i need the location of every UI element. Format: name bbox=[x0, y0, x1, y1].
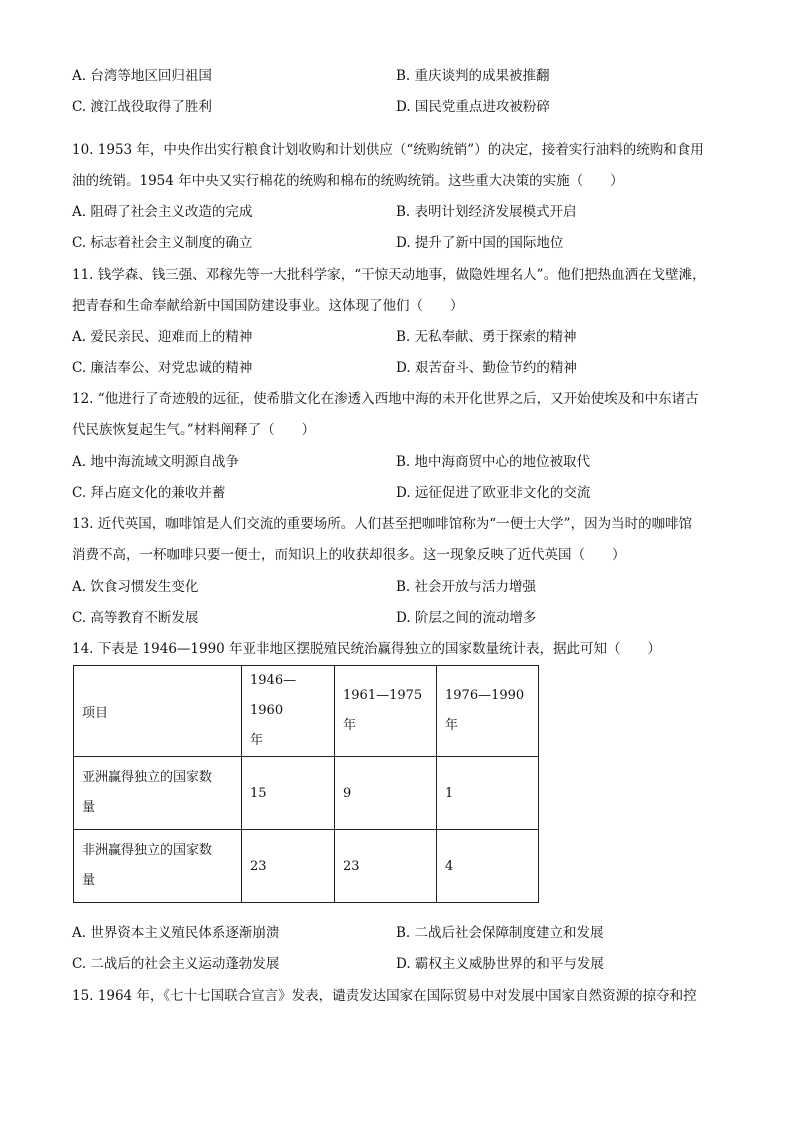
q10-option-c: C. 标志着社会主义制度的确立 bbox=[72, 235, 253, 251]
q9-option-c: C. 渡江战役取得了胜利 bbox=[72, 99, 212, 115]
period-3-years: 1976—1990 bbox=[445, 688, 525, 703]
q10-stem-line2: 油的统销。1954 年中央又实行棉花的统购和棉布的统购统销。这些重大决策的实施（ ） bbox=[72, 173, 624, 189]
africa-label-line1: 非洲赢得独立的国家数 bbox=[82, 843, 213, 858]
q11-stem-line1: 11. 钱学森、钱三强、邓稼先等一大批科学家，“干惊天动地事，做隐姓埋名人”。他们把热血洒在戈壁滩， bbox=[72, 267, 706, 283]
asia-label-cell bbox=[74, 757, 242, 830]
q13-option-b: B. 社会开放与活力增强 bbox=[396, 579, 537, 595]
q12-option-a: A. 地中海流域文明源自战争 bbox=[72, 454, 239, 470]
asia-label-line1: 亚洲赢得独立的国家数 bbox=[82, 770, 213, 785]
q13-option-a: A. 饮食习惯发生变化 bbox=[72, 579, 199, 595]
table-row-africa bbox=[74, 830, 539, 903]
q11-option-d: D. 艰苦奋斗、勤俭节约的精神 bbox=[396, 360, 577, 376]
q11-option-a: A. 爱民亲民、迎难而上的精神 bbox=[72, 329, 253, 345]
asia-value-1961-1975: 9 bbox=[335, 757, 437, 830]
q14-option-a: A. 世界资本主义殖民体系逐渐崩溃 bbox=[72, 925, 280, 941]
q13-stem-line2: 消费不高，一杯咖啡只要一便士，而知识上的收获却很多。这一现象反映了近代英国（ ） bbox=[72, 547, 626, 563]
q9-option-b: B. 重庆谈判的成果被推翻 bbox=[396, 68, 550, 84]
q11-option-c: C. 廉洁奉公、对党忠诚的精神 bbox=[72, 360, 253, 376]
table-header-row bbox=[74, 666, 539, 757]
q13-stem-line1: 13. 近代英国，咖啡馆是人们交流的重要场所。人们甚至把咖啡馆称为“一便士大学”，因为当时的咖啡馆 bbox=[72, 516, 693, 532]
q10-option-a: A. 阻碍了社会主义改造的完成 bbox=[72, 204, 253, 220]
q13-option-d: D. 阶层之间的流动增多 bbox=[396, 610, 537, 626]
q12-stem-line1: 12. “他进行了奇迹般的远征，使希腊文化在渗透入西地中海的未开化世界之后，又开始使埃及和中东诸古 bbox=[72, 391, 699, 407]
header-item-label: 项目 bbox=[82, 705, 109, 721]
table-row-asia bbox=[74, 757, 539, 830]
period-1-years: 1946—1960 bbox=[250, 673, 297, 718]
q12-stem-line2: 代民族恢复起生气。”材料阐释了（ ） bbox=[72, 422, 316, 438]
africa-label-cell bbox=[74, 830, 242, 903]
period-1-unit: 年 bbox=[250, 733, 264, 748]
q14-option-d: D. 霸权主义威胁世界的和平与发展 bbox=[396, 956, 604, 972]
asia-value-1976-1990: 1 bbox=[437, 757, 539, 830]
africa-value-1961-1975: 23 bbox=[335, 830, 437, 903]
q12-option-b: B. 地中海商贸中心的地位被取代 bbox=[396, 454, 591, 470]
period-2-years: 1961—1975 bbox=[343, 688, 423, 703]
q14-option-c: C. 二战后的社会主义运动蓬勃发展 bbox=[72, 956, 280, 972]
q13-option-c: C. 高等教育不断发展 bbox=[72, 610, 199, 626]
period-2-unit: 年 bbox=[343, 718, 357, 733]
q14-option-b: B. 二战后社会保障制度建立和发展 bbox=[396, 925, 604, 941]
header-item-cell bbox=[74, 666, 242, 757]
q15-stem-line1: 15. 1964 年，《七十七国联合宣言》发表，谴责发达国家在国际贸易中对发展中国家自然资源的掠夺和控 bbox=[72, 988, 697, 1004]
q9-option-a: A. 台湾等地区回归祖国 bbox=[72, 68, 212, 84]
q10-option-d: D. 提升了新中国的国际地位 bbox=[396, 235, 564, 251]
q10-option-b: B. 表明计划经济发展模式开启 bbox=[396, 204, 577, 220]
q10-stem-line1: 10. 1953 年，中央作出实行粮食计划收购和计划供应（“统购统销”）的决定，接着实行油料的统购和食用 bbox=[72, 142, 704, 158]
asia-value-1946-1960: 15 bbox=[242, 757, 335, 830]
header-period-3 bbox=[437, 666, 539, 757]
q12-option-c: C. 拜占庭文化的兼收并蓄 bbox=[72, 485, 226, 501]
q11-option-b: B. 无私奉献、勇于探索的精神 bbox=[396, 329, 577, 345]
header-period-2 bbox=[335, 666, 437, 757]
asia-label-line2: 量 bbox=[82, 800, 96, 815]
africa-value-1976-1990: 4 bbox=[437, 830, 539, 903]
independence-stats-table bbox=[73, 665, 539, 903]
period-3-unit: 年 bbox=[445, 718, 459, 733]
q14-stem: 14. 下表是 1946—1990 年亚非地区摆脱殖民统治赢得独立的国家数量统计表，据此可知（ ） bbox=[72, 641, 662, 657]
q9-option-d: D. 国民党重点进攻被粉碎 bbox=[396, 99, 550, 115]
q12-option-d: D. 远征促进了欧亚非文化的交流 bbox=[396, 485, 591, 501]
africa-label-line2: 量 bbox=[82, 873, 96, 888]
africa-value-1946-1960: 23 bbox=[242, 830, 335, 903]
header-period-1 bbox=[242, 666, 335, 757]
q11-stem-line2: 把青春和生命奉献给新中国国防建设事业。这体现了他们（ ） bbox=[72, 298, 464, 314]
